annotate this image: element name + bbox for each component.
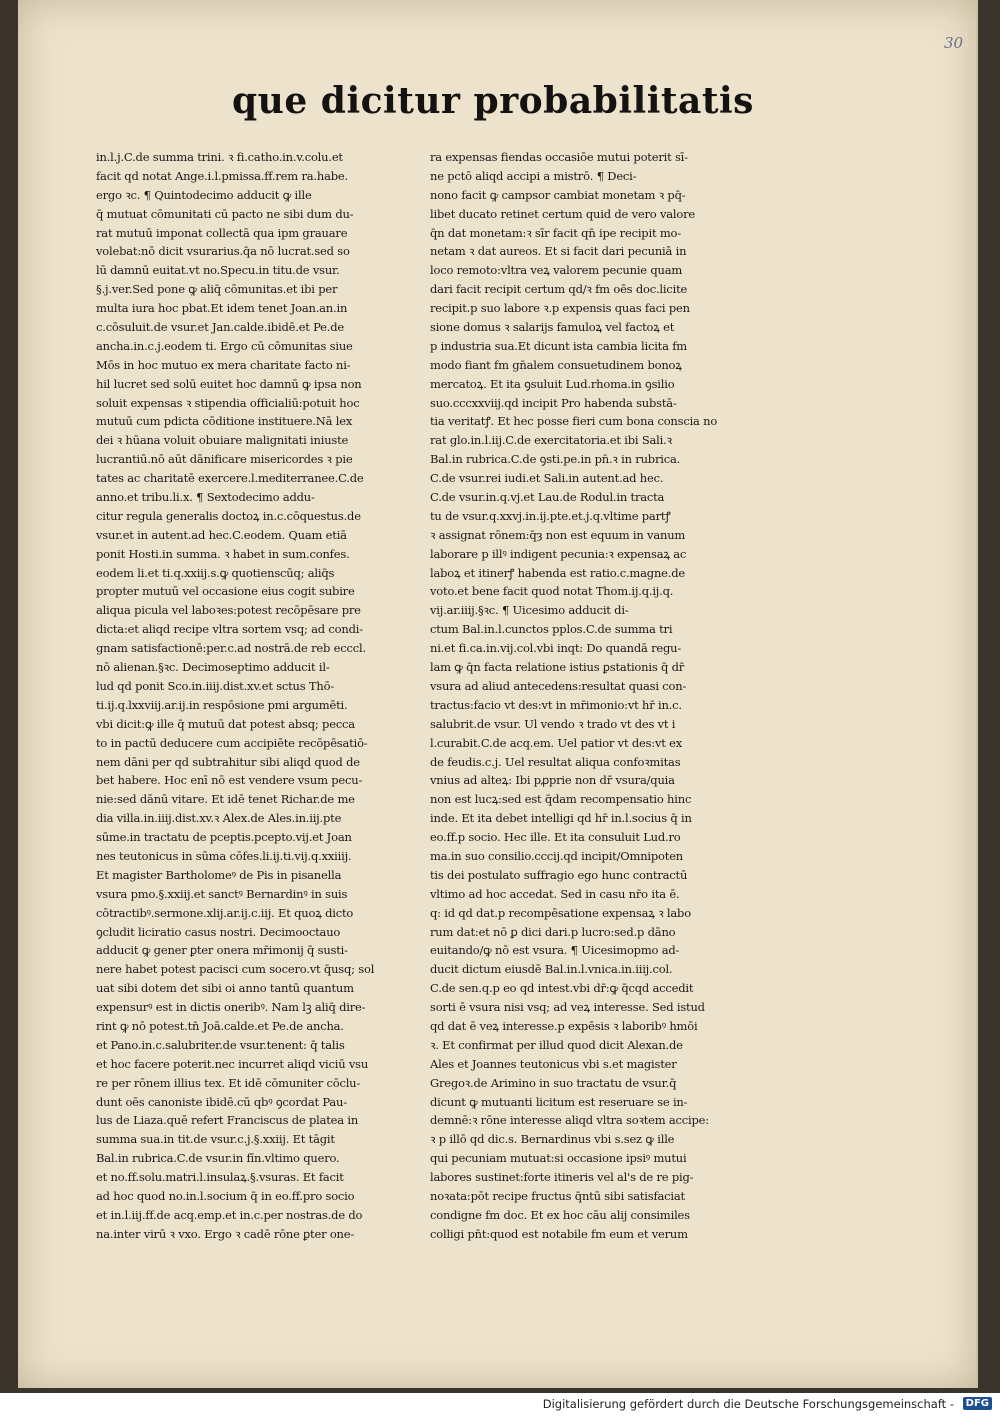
text-line: nere habet potest pacisci cum socero.vt q̄usq; sol — [96, 962, 375, 977]
text-line: ad hoc quod no.in.l.socium q̄ in eo.ff.pro socio — [96, 1188, 355, 1203]
text-line: loco remoto:vltra veꝝ valorem pecunie quam — [430, 263, 683, 278]
text-line: labores sustinet:forte itineris vel al's de re pig- — [430, 1170, 694, 1185]
text-line: dicunt ꝙ mutuanti licitum est reseruare se in- — [430, 1094, 688, 1109]
text-line: C.de vsur.in.q.vj.et Lau.de Rodul.in tracta — [430, 490, 665, 505]
digitization-footer — [0, 1393, 1000, 1416]
text-line: rat mutuū imponat collectā qua ipm grauare — [96, 225, 348, 240]
text-line: uat sibi dotem det sibi oi anno tantū quantum — [96, 981, 354, 996]
text-line: ctum Bal.in.l.cunctos pplos.C.de summa tri — [430, 622, 673, 637]
text-line: dia villa.in.iiij.dist.xv.ꝛ Alex.de Ales.in.iij.pte — [96, 811, 342, 826]
text-line: expensurꝰ est in dictis oneribꝰ. Nam lꝫ aliq̄ dire- — [96, 1000, 366, 1015]
text-line: l.curabit.C.de acq.em. Uel patior vt des:vt ex — [430, 735, 683, 750]
text-line: de feudis.c.j. Uel resultat aliqua confoꝛmitas — [430, 754, 681, 769]
text-line: facit qd notat Ange.i.l.pmissa.ff.rem ra.habe. — [96, 168, 348, 183]
text-line: anno.et tribu.li.x. ¶ Sextodecimo addu- — [96, 490, 315, 505]
text-line: p industria sua.Et dicunt ista cambia licita fm — [430, 338, 687, 353]
text-line: euitando/ꝙ nō est vsura. ¶ Uicesimopmo ad- — [430, 943, 680, 958]
text-line: qd dat ē veꝝ interesse.p expēsis ꝛ laboribꝰ hmōi — [430, 1018, 698, 1033]
text-line: nes teutonicus in sūma cōfes.li.ij.ti.vij.q.xxiiij. — [96, 848, 352, 863]
text-line: et no.ff.solu.matri.l.insulaꝝ.§.vsuras. Et facit — [96, 1170, 344, 1185]
text-line: rint ꝙ nō potest.tn̄ Joā.calde.et Pe.de ancha. — [96, 1018, 344, 1033]
text-line: eo.ff.p socio. Hec ille. Et ita consuluit Lud.ro — [430, 830, 681, 845]
text-line: rum dat:et nō ꝑ dici dari.p lucro:sed.p dāno — [430, 924, 676, 939]
text-line: q̄ mutuat cōmunitati cū pacto ne sibi dum du- — [96, 206, 354, 221]
text-line: c.cōsuluit.de vsur.et Jan.calde.ibidē.et Pe.de — [96, 320, 345, 335]
text-line: nem dāni per qd subtrahitur sibi aliqd quod de — [96, 754, 360, 769]
text-line: ꝛ p illō qd dic.s. Bernardinus vbi s.sez ꝙ ille — [430, 1132, 675, 1147]
text-line: bet habere. Hoc enī nō est vendere vsum pecu- — [96, 773, 363, 788]
text-line: eodem li.et ti.q.xxiij.s.ꝙ quotienscūq; aliq̄s — [96, 565, 335, 580]
text-line: netam ꝛ dat aureos. Et si facit dari pecuniā in — [430, 244, 687, 259]
text-line: hil lucret sed solū euitet hoc damnū ꝙ ipsa non — [96, 376, 362, 391]
text-line: Bal.in rubrica.C.de vsur.in fīn.vltimo quero. — [96, 1151, 340, 1166]
text-line: gnam satisfactionē:per.c.ad nostrā.de reb ecccl. — [96, 641, 366, 656]
text-line: demnē:ꝛ rōne interesse aliqd vltra soꝛtem accipe: — [430, 1113, 709, 1128]
text-line: ancha.in.c.j.eodem ti. Ergo cū cōmunitas siue — [96, 338, 353, 353]
text-line: et hoc facere poterit.nec incurret aliqd viciū vsu — [96, 1056, 369, 1071]
text-line: dei ꝛ hūana voluit obuiare malignitati iniuste — [96, 433, 349, 448]
text-line: tia veritatꝭ. Et hec posse fieri cum bona conscia no — [430, 414, 718, 429]
text-line: tates ac charitatē exercere.l.mediterranee.C.de — [96, 471, 364, 486]
text-line: q: id qd dat.p recompēsatione expensaꝝ ꝛ labo — [430, 905, 691, 920]
text-line: tis dei postulato suffragio ego hunc contractū — [430, 867, 688, 882]
text-line: mutuū cum pdicta cōditione instituere.Nā lex — [96, 414, 353, 429]
text-line: propter mutuū vel occasione eius cogit subire — [96, 584, 355, 599]
text-line: sorti ē vsura nisi vsq; ad veꝝ interesse. Sed istud — [430, 1000, 705, 1015]
text-line: cōtractibꝰ.sermone.xlij.ar.ij.c.iij. Et quoꝝ dicto — [96, 905, 354, 920]
text-line: salubrit.de vsur. Ul vendo ꝛ trado vt des vt i — [430, 716, 676, 731]
text-line: summa sua.in tit.de vsur.c.j.§.xxiij. Et tāgit — [96, 1132, 335, 1147]
text-line: vsura ad aliud antecedens:resultat quasi con- — [430, 678, 687, 693]
text-line: lud qd ponit Sco.in.iiij.dist.xv.et sctus Thō- — [96, 678, 335, 693]
text-line: libet ducato retinet certum quid de vero valore — [430, 206, 696, 221]
text-line: C.de vsur.rei iudi.et Sali.in autent.ad hec. — [430, 471, 664, 486]
text-line: soluit expensas ꝛ stipendia officialiū:potuit hoc — [96, 395, 360, 410]
text-line: lus de Liaza.quē refert Franciscus de platea in — [96, 1113, 359, 1128]
text-line: Bal.in rubrica.C.de ꝯsti.pe.in pn̄.ꝛ in rubrica. — [430, 452, 681, 467]
text-line: vbi dicit:ꝙ ille q̄ mutuū dat potest absq; pecca — [96, 716, 355, 731]
text-line: laboꝝ et itinerꝭ habenda est ratio.c.magne.de — [430, 565, 685, 580]
text-line: mercatoꝝ. Et ita ꝯsuluit Lud.rhoma.in ꝯsilio — [430, 376, 675, 391]
text-line: ꝛ. Et confirmat per illud quod dicit Alexan.de — [430, 1037, 683, 1052]
text-line: vsur.et in autent.ad hec.C.eodem. Quam etiā — [96, 527, 347, 542]
text-line: dari facit recipit certum qd/ꝛ fm oēs doc.licite — [430, 282, 688, 297]
text-line: non est lucꝝ:sed est q̄dam recompensatio hinc — [430, 792, 692, 807]
text-line: ergo ꝛc. ¶ Quintodecimo adducit ꝙ ille — [96, 187, 312, 202]
text-line: vltimo ad hoc accedat. Sed in casu nr̄o ita ē. — [430, 886, 680, 901]
text-line: lucrantiū.nō aūt dānificare misericordes ꝛ pie — [96, 452, 353, 467]
text-line: multa iura hoc pbat.Et idem tenet Joan.an.in — [96, 301, 348, 316]
text-line: laborare p illꝰ indigent pecunia:ꝛ expensaꝝ ac — [430, 546, 687, 561]
text-line: Mōs in hoc mutuo ex mera charitate facto ni- — [96, 357, 351, 372]
text-line: §.j.ver.Sed pone ꝙ aliq̄ cōmunitas.et ibi per — [96, 282, 338, 297]
text-line: aliqua picula vel laboꝛes:potest recōpēsare pre — [96, 603, 361, 618]
text-line: Et magister Bartholomeꝰ de Pis in pisanella — [96, 867, 342, 882]
text-line: citur regula generalis doctoꝝ in.c.cōquestus.de — [96, 508, 361, 523]
text-line: Gregoꝛ.de Arimino in suo tractatu de vsur.q̄ — [430, 1075, 677, 1090]
text-line: re per rōnem illius tex. Et idē cōmuniter cōclu- — [96, 1075, 361, 1090]
text-line: ꝛ assignat rōnem:q̄ȝ non est equum in vanum — [430, 527, 686, 542]
text-line: in.l.j.C.de summa trini. ꝛ fi.catho.in.v.colu.et — [96, 150, 343, 164]
text-line: vnius ad alteꝝ: Ibi pꝓprie non dr̄ vsura/quia — [430, 773, 675, 788]
text-column-right — [430, 148, 740, 1244]
text-line: nie:sed dānū vitare. Et idē tenet Richar.de me — [96, 792, 355, 807]
text-line: ti.ij.q.lxxviij.ar.ij.in respōsione pmi argumēti. — [96, 697, 348, 712]
text-line: ra expensas fiendas occasiōe mutui poterit sī- — [430, 150, 688, 164]
text-line: qui pecuniam mutuat:si occasione ipsiꝰ mutui — [430, 1151, 687, 1166]
text-line: inde. Et ita debet intelligi qd hr̄ in.l.socius q̄ in — [430, 811, 692, 826]
text-line: dicta:et aliqd recipe vltra sortem vsq; ad condi- — [96, 622, 363, 637]
text-line: et in.l.iij.ff.de acq.emp.et in.c.per nostras.de do — [96, 1207, 363, 1222]
text-line: ni.et fi.ca.in.vij.col.vbi inqt: Do quandā regu- — [430, 641, 682, 656]
text-line: ma.in suo consilio.cccij.qd incipit/Omnipoten — [430, 848, 684, 863]
text-line: condigne fm doc. Et ex hoc cāu alij consimiles — [430, 1207, 690, 1222]
footer-credit-text: Digitalisierung gefördert durch die Deutsche Forschungsgemeinschaft - — [542, 1397, 954, 1411]
text-line: ꝯcludit liciratio casus nostri. Decimooctauo — [96, 924, 341, 939]
text-line: nō alienan.§ꝛc. Decimoseptimo adducit il- — [96, 660, 330, 675]
text-line: lam ꝙ q̄n facta relatione istius ꝑstationis q̄ dr̄ — [430, 660, 685, 675]
text-line: colligi pn̄t:quod est notabile fm eum et verum — [430, 1226, 688, 1241]
text-line: noꝛata:pōt recipe fructus q̄ntū sibi satisfaciat — [430, 1188, 685, 1203]
text-line: vsura pmo.§.xxiij.et sanctꝰ Bernardinꝰ in suis — [96, 886, 348, 901]
text-column-left — [96, 148, 416, 1244]
text-line: voto.et bene facit quod notat Thom.ij.q.ij.q. — [430, 584, 674, 599]
text-line: C.de sen.q.p eo qd intest.vbi dr̄:ꝙ q̄cqd accedit — [430, 981, 694, 996]
text-line: q̄n dat monetam:ꝛ sīr facit qn̄ ipe recipit mo- — [430, 225, 681, 240]
text-line: ponit Hosti.in summa. ꝛ habet in sum.confes. — [96, 546, 350, 561]
text-line: sione domus ꝛ salarijs famuloꝝ vel factoꝝ et — [430, 320, 675, 335]
running-head: que dicitur probabilitatis — [232, 80, 754, 122]
folio-number: 30 — [944, 34, 964, 52]
text-line: sūme.in tractatu de pceptis.pcepto.vij.et Joan — [96, 830, 352, 845]
text-line: to in pactū deducere cum accipiēte recōpēsatiō- — [96, 735, 368, 750]
text-line: nono facit ꝙ campsor cambiat monetam ꝛ pq̄- — [430, 187, 686, 202]
text-line: ne pctō aliqd accipi a mistrō. ¶ Deci- — [430, 168, 637, 183]
text-line: modo fiant fm gn̄alem consuetudinem bonoꝝ — [430, 357, 682, 372]
text-line: dunt oēs canoniste ibidē.cū qbꝰ ꝯcordat Pau- — [96, 1094, 347, 1109]
text-line: Ales et Joannes teutonicus vbi s.et magister — [430, 1056, 677, 1071]
text-line: tractus:facio vt des:vt in mr̄imonio:vt hr̄ in.c. — [430, 697, 682, 712]
text-line: vij.ar.iiij.§ꝛc. ¶ Uicesimo adducit di- — [430, 603, 629, 618]
text-line: suo.cccxxviij.qd incipit Pro habenda substā- — [430, 395, 677, 410]
text-line: et Pano.in.c.salubriter.de vsur.tenent: q̄ talis — [96, 1037, 345, 1052]
text-line: rat glo.in.l.iij.C.de exercitatoria.et ibi Sali.ꝛ — [430, 433, 672, 448]
text-line: tu de vsur.q.xxvj.in.ij.pte.et.j.q.vltime partꝭ — [430, 508, 671, 523]
text-line: adducit ꝙ gener ꝑter onera mr̄imonij q̄ susti- — [96, 943, 348, 958]
text-line: ducit dictum eiusdē Bal.in.l.vnica.in.iiij.col. — [430, 962, 673, 977]
text-line: volebat:nō dicit vsurarius.q̄a nō lucrat.sed so — [96, 244, 350, 259]
text-line: na.inter virū ꝛ vxo. Ergo ꝛ cadē rōne ꝑter one- — [96, 1226, 355, 1241]
text-line: recipit.p suo labore ꝛ.p expensis quas faci pen — [430, 301, 690, 316]
dfg-logo: DFG — [963, 1397, 992, 1410]
text-line: lū damnū euitat.vt no.Specu.in titu.de vsur. — [96, 263, 340, 278]
